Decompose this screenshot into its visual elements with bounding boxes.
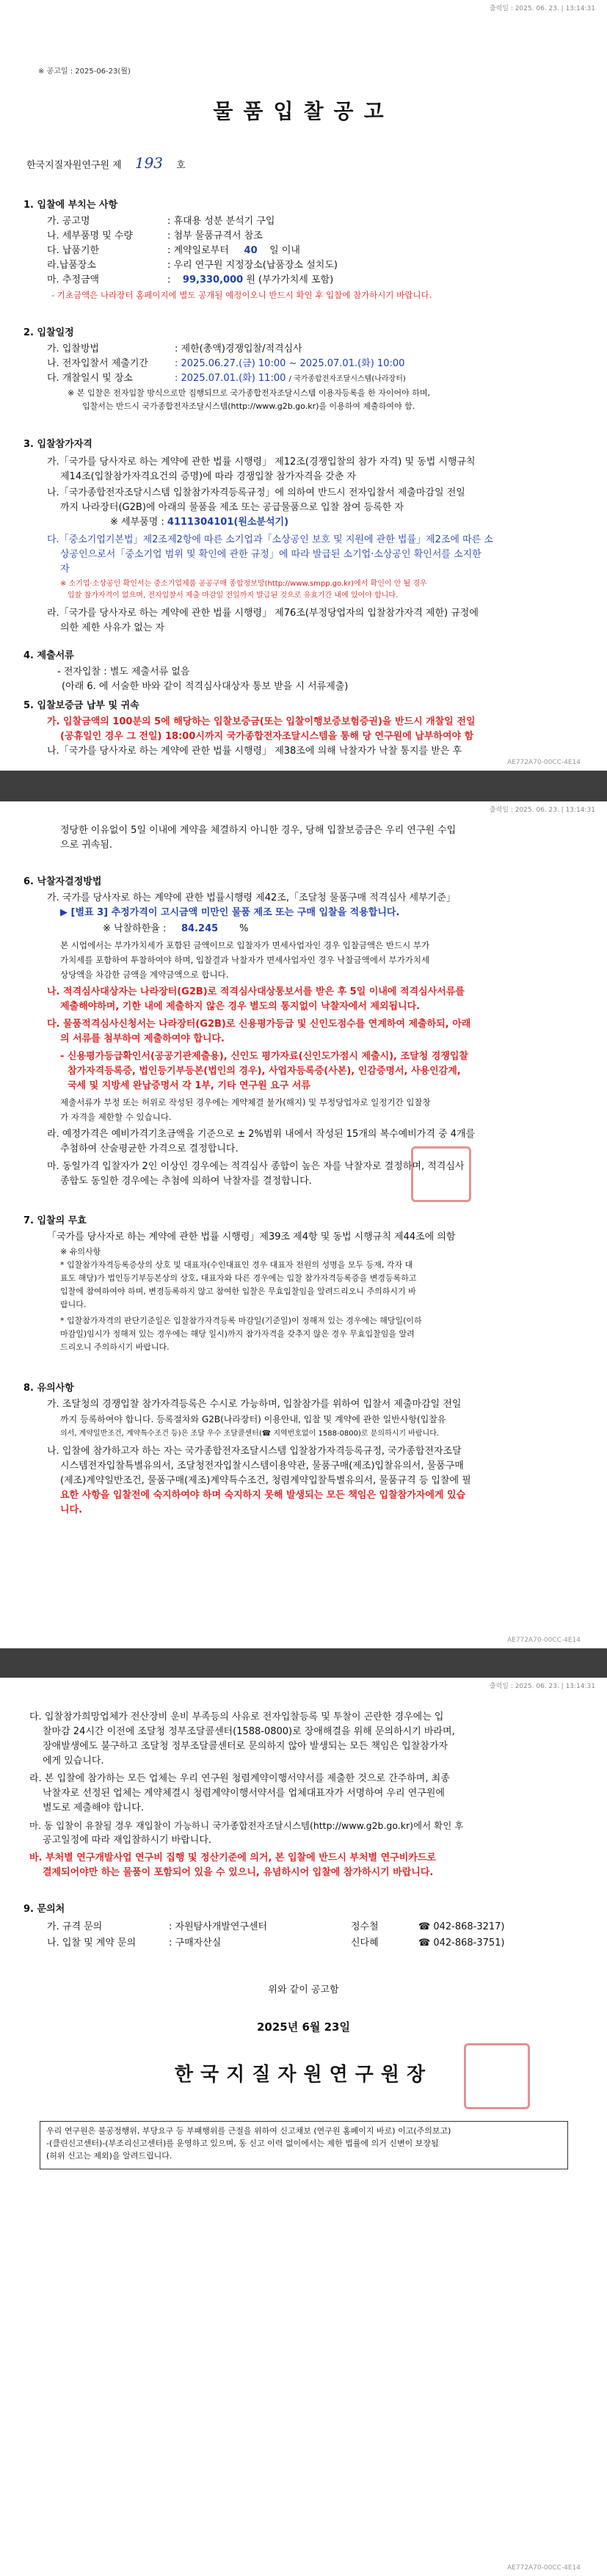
s1-a-key: 가. 공고명 — [47, 216, 90, 227]
s5-a-line-2: (공휴일인 경우 그 전일) 18:00시까지 국가종합전자조달시스템을 통해 당 연구원에 납부하여야 함 — [60, 731, 474, 742]
s8-d-line-1: 라. 본 입찰에 참가하는 모든 업체는 우리 연구원 청렴계약이행서약서를 제출한 것으로 간주하며, 최종 — [29, 1773, 450, 1784]
section-2-heading: 2. 입찰일정 — [23, 327, 74, 338]
s6-a-rate: ※ 낙찰하한율 : 84.245 % — [103, 923, 249, 934]
s7-line-8: 마감일)임시가 정해져 있는 경우에는 해당 일시)까지 참가자격을 갖추지 않은 경우 무효입찰임을 알려 — [60, 1329, 415, 1339]
s3-a-line-1: 가.「국가를 당사자로 하는 계약에 관한 법률 시행령」 제12조(경쟁입찰의 참가 자격) 및 동법 시행규칙 — [47, 456, 476, 467]
page-code: AE772A70-00CC-4E14 — [506, 759, 581, 766]
s8-c-line-3: 장애발생에도 불구하고 조달청 정부조달콜센터로 문의하지 않아 발생되는 모든 책임은 입찰참가자 — [43, 1741, 448, 1752]
s2-note-2: 입찰서는 반드시 국가종합전자조달시스템(http://www.g2b.go.kr)을 이용하여 제출하여야 함. — [82, 401, 415, 411]
s3-c-note-1: ※ 소기업·소상공인 확인서는 중소기업제품 공공구매 종합정보망(http://www.smpp.go.kr)에서 확인이 안 될 경우 — [60, 580, 427, 588]
s6-d-line-1: 라. 예정가격은 예비가격기초금액을 기준으로 ± 2%범위 내에서 작성된 15개의 복수예비가격 중 4개를 — [47, 1129, 476, 1140]
integrity-notice-box — [40, 2121, 568, 2169]
s8-b-line-3: (제조)계약일반조건, 물품구매(제조)계약특수조건, 청렴계약입찰특별유의서, 물품규격 등 입찰에 필 — [60, 1475, 471, 1486]
s7-line-1: 「국가를 당사자로 하는 계약에 관한 법률 시행령」제39조 제4항 및 동법 시행규칙 제44조에 의함 — [47, 1231, 456, 1242]
s6-c-line-1: 다. 물품적격심사신청서는 나라장터(G2B)로 신용평가등급 및 신인도점수를 연계하여 제출하되, 아래 — [47, 1019, 471, 1030]
s1-c-value: : 계약일로부터 40 일 이내 — [167, 245, 300, 256]
s8-b-line-1: 나. 입찰에 참가하고자 하는 자는 국가종합전자조달시스템 입찰참가자격등록규정, 국가종합전자조달 — [47, 1446, 462, 1457]
closing-text: 위와 같이 공고함 — [268, 1984, 339, 1995]
s1-b-value: : 첨부 물품규격서 참조 — [167, 230, 263, 241]
s3-a-line-2: 제14조(입찰참가자격요건의 증명)에 따라 경쟁입찰 참가자격을 갖춘 자 — [60, 471, 357, 482]
s6-a-line-5: 상당액을 차감한 금액을 계약금액으로 합니다. — [60, 969, 229, 980]
s8-e-line-2: 공고일정에 따라 재입찰하시기 바랍니다. — [43, 1835, 212, 1846]
institution-name: 한국지질자원연구원 제 — [26, 160, 122, 171]
document-title: 물품입찰공고 — [213, 99, 394, 123]
s6-b-line-2: 제출해야하며, 기한 내에 제출하지 않은 경우 별도의 통지없이 낙찰자에서 제외됩니다. — [60, 1001, 421, 1012]
s8-e-line-1: 마. 동 입찰이 유찰될 경우 재입찰이 가능하니 국가종합전자조달시스템(http://www.g2b.go.kr)에서 확인 후 — [29, 1820, 464, 1831]
floor-rate: 84.245 — [181, 923, 219, 934]
s6-c-line-7: 가 자격을 제한할 수 있습니다. — [60, 1112, 172, 1122]
delivery-days: 40 — [244, 245, 258, 256]
section-9-heading: 9. 문의처 — [23, 1904, 65, 1915]
s6-a-line-3: 본 시업에서는 부가가치세가 포함된 금액이므로 입찰자가 면세사업자인 경우 입찰금액은 반드시 부가 — [60, 940, 430, 950]
section-4-heading: 4. 제출서류 — [23, 650, 74, 661]
print-header: 출력일 : 2025. 06. 23. | 13:14:31 — [489, 807, 595, 814]
seal-stamp — [411, 1146, 471, 1202]
s6-b-line-1: 나. 적격심사대상자는 나라장터(G2B)로 적격심사대상통보서를 받은 후 5일 이내에 적격심사서류를 — [47, 986, 465, 997]
section-3-heading: 3. 입찰참가자격 — [23, 439, 92, 450]
s7-line-4: 표도 해당)가 법인등기부등본상의 상호, 대표자와 다른 경우에는 입찰 참가자격등록증을 변경등록하고 — [60, 1273, 417, 1283]
section-5-heading: 5. 입찰보증금 납부 및 귀속 — [23, 700, 139, 711]
s1-e-key: 마. 추정금액 — [47, 274, 100, 285]
estimated-amount: 99,330,000 — [182, 274, 244, 285]
s6-a-line-4: 가치세를 포함하여 투찰하여야 하며, 입찰결과 낙찰자가 면세사업자인 경우 낙찰금액에서 부가가치세 — [60, 955, 430, 965]
print-header: 출력일 : 2025. 06. 23. | 13:14:31 — [489, 5, 595, 12]
s3-b-line-2: 까지 나라장터(G2B)에 아래의 물품을 제조 또는 공급물품으로 입찰 참여 등록한 자 — [60, 502, 404, 513]
institution-line — [26, 156, 186, 173]
issue-date: 2025년 6월 23일 — [257, 2020, 350, 2034]
s2-a-value: : 제한(총액)경쟁입찰/적격심사 — [175, 343, 302, 354]
s8-c-line-1: 다. 입찰참가희망업체가 전산장비 운비 부족등의 사유로 전자입찰등록 및 투찰이 곤란한 경우에는 입 — [29, 1711, 444, 1722]
notice-number-handwritten: 193 — [134, 154, 164, 172]
s8-c-line-4: 에게 있습니다. — [43, 1755, 104, 1767]
s7-line-3: * 입찰참가자격등록증상의 상호 및 대표자(수인대표인 경우 대표자 전원의 성명을 모두 등재, 각자 대 — [60, 1260, 413, 1270]
s5-b-line-1: 나.「국가를 당사자로 하는 계약에 관한 법률 시행령」 제38조에 의해 낙찰자가 낙찰 통지를 받은 후 — [47, 746, 462, 757]
s8-c-line-2: 찰마감 24시간 이전에 조달청 정부조달콜센터(1588-0800)로 장애해결을 위해 문의하시기 바라며, — [43, 1726, 455, 1737]
s6-a-line-1: 가. 국가를 당사자로 하는 계약에 관한 법률시행령 제42조,「조달청 물품구매 적격심사 세부기준」 — [47, 892, 456, 903]
s2-note-1: ※ 본 입찰은 전자입찰 방식으로만 집행되므로 국가종합전자조달시스템 이용자등록을 한 자이어야 하며, — [68, 388, 430, 398]
notice-date: ※ 공고일 : 2025-06-23(월) — [38, 68, 131, 76]
document-page-2 — [0, 801, 607, 1648]
s3-d-line-2: 의한 제한 사유가 없는 자 — [60, 622, 165, 633]
s3-c-note-2: 입찰 참가자격이 없으며, 전자입찰서 제출 마감일 전일까지 발급된 것으로 유효기간 내에 있어야 합니다. — [68, 592, 399, 600]
s7-line-7: * 입찰참가자격의 판단기준일은 입찰참가자격등록 마감일(기준일)이 정해져 있는 경우에는 해당일(이하 — [60, 1316, 422, 1325]
s8-d-line-3: 별도로 제출해야 합니다. — [43, 1802, 144, 1813]
s8-f-line-2: 결제되어야만 하는 물품이 포함되어 있을 수 있으니, 유념하시어 입찰에 참가하시기 바랍니다. — [43, 1867, 434, 1878]
s1-c-key: 다. 납품기한 — [47, 245, 100, 256]
s7-line-2: ※ 유의사항 — [60, 1247, 101, 1256]
s3-c-line-1: 다.「중소기업기본법」제2조제2항에 따른 소기업과「소상공인 보호 및 지원에 관한 법률」제2조에 따른 소 — [47, 534, 493, 545]
s1-note: - 기초금액은 나라장터 홈페이지에 별도 공개될 예정이오니 반드시 확인 후 입찰에 참가하시기 바랍니다. — [51, 290, 432, 300]
s9-a-name: 정수철 — [351, 1921, 379, 1932]
s8-b-line-5: 니다. — [60, 1505, 83, 1516]
page-code: AE772A70-00CC-4E14 — [506, 2564, 581, 2572]
s9-b-key: 나. 입찰 및 계약 문의 — [47, 1938, 137, 1949]
s8-f-line-1: 바. 부처별 연구개발사업 연구비 집행 및 정산기준에 의거, 본 입찰에 반드시 부처별 연구비카드로 — [29, 1852, 436, 1863]
s7-line-9: 드리오니 주의하시기 바랍니다. — [60, 1342, 170, 1352]
s7-line-6: 랍니다. — [60, 1300, 87, 1309]
s3-c-line-3: 자 — [60, 564, 70, 575]
item-code: 4111304101(원소분석기) — [167, 517, 289, 528]
s8-a-line-1: 가. 조달청의 경쟁입찰 참가자격등록은 수시로 가능하며, 입찰참가를 위하여 입찰서 제출마감일 전일 — [47, 1399, 462, 1410]
s7-line-5: 입찰에 참여하여야 하며, 변경등록하지 않고 참여한 입찰은 무효입찰임을 알려드리오니 주의하시기 바 — [60, 1287, 416, 1296]
s3-b-line-1: 나.「국가종합전자조달시스템 입찰참가자격등록규정」에 의하여 반드시 전자입찰서 제출마감일 전일 — [47, 487, 465, 498]
s4-line-1: - 전자입찰 : 별도 제출서류 없음 — [57, 666, 190, 677]
integrity-notice-line-1: 우리 연구원은 불공정행위, 부당요구 등 부패행위를 근절을 위하여 신고채보 (연구원 홈페이지 바로) 이고(주의보고) — [46, 2126, 451, 2136]
document-page-3 — [0, 1678, 607, 2576]
s3-d-line-1: 라.「국가를 당사자로 하는 계약에 관한 법률 시행령」 제76조(부정당업자의 입찰참가자격 제한) 규정에 — [47, 608, 479, 619]
s3-c-line-2: 상공인으로서「중소기업 범위 및 확인에 관한 규정」에 따라 발급된 소기업·소상공인 확인서를 소지한 — [60, 549, 481, 560]
s9-a-key: 가. 규격 문의 — [47, 1921, 103, 1932]
integrity-notice-line-3: (허위 신고는 제외)을 알려드립니다. — [46, 2151, 172, 2161]
official-seal — [464, 2043, 530, 2109]
s5-b-line-3: 으로 귀속됨. — [60, 840, 113, 851]
s1-e-value: : 99,330,000 원 (부가가치세 포함) — [167, 274, 334, 285]
s6-c-line-3: - 신용평가등급확인서(공공기관제출용), 신인도 평가자료(신인도가점시 제출시), 조달청 경쟁입찰 — [60, 1051, 468, 1062]
s3-b-code: ※ 세부품명 : 4111304101(원소분석기) — [110, 517, 289, 528]
s8-a-line-3: 의서, 계약일반조건, 계약특수조건 등)은 조달 우수 조달콜센터(☎ 지역번호없이 1588-0800)로 문의하시기 바랍니다. — [60, 1430, 440, 1438]
s9-b-name: 신다혜 — [351, 1938, 379, 1949]
s6-d-line-2: 추첨하여 산술평균한 가격으로 결정합니다. — [60, 1143, 239, 1154]
s9-a-tel: ☎ 042-868-3217) — [418, 1921, 505, 1932]
section-1-heading: 1. 입찰에 부치는 사항 — [23, 200, 118, 211]
s2-b-key: 나. 전자입찰서 제출기간 — [47, 358, 148, 369]
s6-c-line-6: 제출서류가 부정 또는 허위로 작성된 경우에는 계약체결 불가(해지) 및 부정당업자로 일정기간 입찰창 — [60, 1097, 431, 1107]
s1-b-key: 나. 세부품명 및 수량 — [47, 230, 133, 241]
section-6-heading: 6. 낙찰자결정방법 — [23, 876, 102, 887]
s9-a-org: : 자원탐사개발연구센터 — [169, 1921, 268, 1932]
s1-a-value: : 휴대용 성분 분석기 구입 — [167, 216, 275, 227]
s6-c-line-2: 의 서류를 첨부하여 제출하여야 합니다. — [60, 1033, 225, 1044]
s2-b-value: : 2025.06.27.(금) 10:00 ~ 2025.07.01.(화) 10:00 — [175, 358, 405, 369]
integrity-notice-line-2: -(클린신고센터)-(부조리신고센터)를 운영하고 있으며, 동 신고 이력 없이에서는 제한 법률에 의거 신변이 보장됨 — [46, 2139, 439, 2148]
s5-a-line-1: 가. 입찰금액의 100분의 5에 해당하는 입찰보증금(또는 입찰이행보증보험증권)을 반드시 개찰일 전일 — [47, 716, 476, 727]
section-7-heading: 7. 입찰의 무효 — [23, 1215, 87, 1226]
s6-c-line-5: 국세 및 지방세 완납증명서 각 1부, 기타 연구원 요구 서류 — [68, 1080, 310, 1091]
page-code: AE772A70-00CC-4E14 — [506, 1637, 581, 1644]
s9-b-org: : 구매자산실 — [169, 1938, 222, 1949]
s2-c-value: : 2025.07.01.(화) 11:00 / 국가종합전자조달시스템(나라장터) — [175, 373, 406, 384]
s6-e-line-2: 종합도 동일한 경우에는 추첨에 의하여 낙찰자를 결정합니다. — [60, 1176, 312, 1187]
print-header: 출력일 : 2025. 06. 23. | 13:14:31 — [489, 1683, 595, 1690]
s8-a-line-2: 까지 등록하여야 합니다. 등록절차와 G2B(나라장터) 이용안내, 입찰 및 계약에 관한 일반사항(입찰유 — [60, 1414, 446, 1425]
s8-d-line-2: 낙찰자로 선정된 업체는 계약체결시 청렴계약이행서약서를 업체대표자가 서명하여 우리 연구원에 — [43, 1788, 445, 1799]
s6-a-line-2: ▶ [별표 3] 추정가격이 고시금액 미만인 물품 제조 또는 구매 입찰을 적용합니다. — [60, 907, 400, 918]
s8-b-line-2: 시스템전자입찰특별유의서, 조달청전자입찰시스템이용약관, 물품구매(제조)입찰유의서, 물품구매 — [60, 1460, 464, 1471]
s4-line-2: (아래 6. 에 서술한 바와 같이 적격심사대상자 통보 받을 시 서류제출) — [62, 681, 349, 692]
s6-e-line-1: 마. 동일가격 입찰자가 2인 이상인 경우에는 적격심사 종합이 높은 자를 낙찰자로 결정하며, 적격심사 — [47, 1161, 465, 1172]
s9-b-tel: ☎ 042-868-3751) — [418, 1938, 505, 1949]
s1-d-key: 라.납품장소 — [47, 260, 96, 271]
notice-suffix: 호 — [176, 160, 186, 171]
section-8-heading: 8. 유의사항 — [23, 1383, 74, 1394]
s1-d-value: : 우리 연구원 지정장소(납품장소 설치도) — [167, 260, 338, 271]
s5-b-line-2: 정당한 이유없이 5일 이내에 계약을 체결하지 아니한 경우, 당해 입찰보증금은 우리 연구원 수입 — [60, 825, 457, 836]
issuer-name: 한국지질자원연구원장 — [174, 2064, 433, 2086]
s2-a-key: 가. 입찰방법 — [47, 343, 100, 354]
document-page-1 — [0, 0, 607, 771]
s6-c-line-4: 참가자격등록증, 법인등기부등본(법인의 경우), 사업자등록증(사본), 인감증명서, 사용인감계, — [68, 1066, 461, 1077]
s2-c-key: 다. 개찰일시 및 장소 — [47, 373, 133, 384]
s8-b-line-4: 요한 사항을 입찰전에 숙지하여야 하며 숙지하지 못해 발생되는 모든 책임은 입찰참가자에게 있습 — [60, 1490, 466, 1501]
